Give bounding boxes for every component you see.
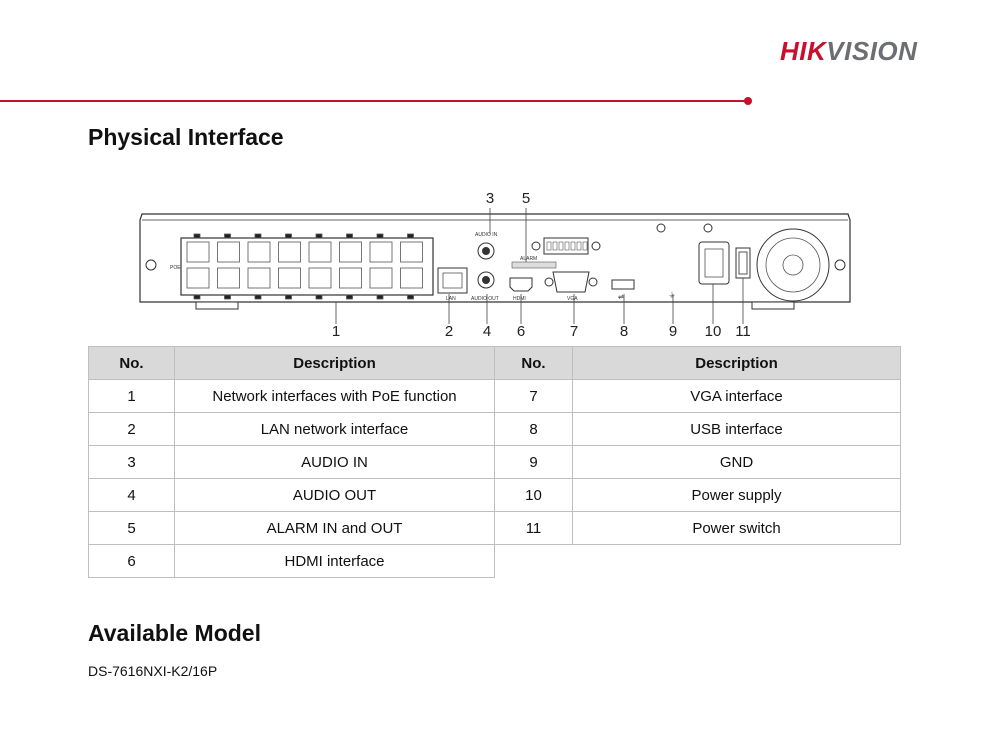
- callout-number: 1: [331, 323, 341, 340]
- table-header-cell: Description: [175, 347, 495, 380]
- poe-port-led: [286, 234, 292, 238]
- alarm-pin: [559, 242, 563, 250]
- alarm-pins: [547, 242, 587, 250]
- table-header-cell: Description: [573, 347, 901, 380]
- table-row: [89, 479, 901, 512]
- poe-port: [401, 268, 423, 288]
- alarm-pin: [577, 242, 581, 250]
- poe-port-led: [377, 234, 383, 238]
- alarm-pin: [553, 242, 557, 250]
- gnd-icon: ⏚: [668, 291, 676, 300]
- chassis-foot-right: [752, 302, 794, 309]
- table-cell: 7: [495, 380, 573, 413]
- poe-port-led: [408, 234, 414, 238]
- logo-part-hik: HIK: [780, 36, 827, 66]
- table-cell: GND: [573, 446, 901, 479]
- rear-panel-diagram: [130, 186, 860, 346]
- poe-port-led: [286, 295, 292, 299]
- table-cell: Network interfaces with PoE function: [175, 380, 495, 413]
- usb-icon: ⇌: [618, 294, 624, 301]
- poe-port: [187, 242, 209, 262]
- lan-label: LAN: [446, 296, 456, 302]
- table-cell-empty: [495, 545, 573, 578]
- table-cell: 6: [89, 545, 175, 578]
- audio-in-label: AUDIO IN: [475, 232, 498, 238]
- table-cell: 9: [495, 446, 573, 479]
- table-cell: Power switch: [573, 512, 901, 545]
- table-cell: 5: [89, 512, 175, 545]
- poe-port-led: [347, 295, 353, 299]
- vga-label: VGA: [567, 296, 578, 302]
- poe-port-led: [316, 234, 322, 238]
- table-row: [89, 545, 901, 578]
- table-cell: 2: [89, 413, 175, 446]
- table-cell: 4: [89, 479, 175, 512]
- logo-part-vision: VISION: [826, 36, 918, 66]
- poe-port-led: [194, 234, 200, 238]
- table-header-row: [89, 347, 901, 380]
- table-cell: LAN network interface: [175, 413, 495, 446]
- chassis-foot-left: [196, 302, 238, 309]
- poe-port-led: [194, 295, 200, 299]
- poe-port-led: [225, 234, 231, 238]
- callout-number: 2: [444, 323, 454, 340]
- header-divider-dot: [744, 97, 752, 105]
- table-cell-empty: [573, 545, 901, 578]
- poe-port: [218, 242, 240, 262]
- table-cell: 10: [495, 479, 573, 512]
- poe-port: [187, 268, 209, 288]
- callout-number: 11: [735, 323, 751, 340]
- poe-port-led: [377, 295, 383, 299]
- gnd-screw-top: [657, 224, 665, 232]
- poe-port: [279, 268, 301, 288]
- alarm-pin: [565, 242, 569, 250]
- table-row: [89, 380, 901, 413]
- screw-left: [146, 260, 156, 270]
- model-number: DS-7616NXI-K2/16P: [88, 663, 218, 679]
- callout-number: 3: [485, 190, 495, 207]
- section-title-physical-interface: Physical Interface: [88, 124, 284, 150]
- callout-number: 7: [569, 323, 579, 340]
- table-cell: Power supply: [573, 479, 901, 512]
- poe-port: [340, 242, 362, 262]
- section-title-available-model: Available Model: [88, 620, 261, 646]
- table-cell: USB interface: [573, 413, 901, 446]
- poe-port: [279, 242, 301, 262]
- table-cell: HDMI interface: [175, 545, 495, 578]
- alarm-pin: [583, 242, 587, 250]
- poe-port-led: [316, 295, 322, 299]
- table-cell: ALARM IN and OUT: [175, 512, 495, 545]
- callout-number: 4: [482, 323, 492, 340]
- callout-number: 8: [619, 323, 629, 340]
- poe-port: [218, 268, 240, 288]
- vga-port: [553, 272, 589, 292]
- callout-number: 5: [521, 190, 531, 207]
- hdmi-port: [510, 278, 532, 291]
- poe-port-led: [225, 295, 231, 299]
- table-header-cell: No.: [89, 347, 175, 380]
- poe-port: [370, 242, 392, 262]
- poe-port-led: [408, 295, 414, 299]
- poe-port: [370, 268, 392, 288]
- usb-port: [612, 280, 634, 289]
- hdmi-label: HDMI: [513, 296, 526, 302]
- poe-port: [309, 242, 331, 262]
- alarm-pin: [547, 242, 551, 250]
- poe-port-led: [255, 295, 261, 299]
- table-cell: AUDIO OUT: [175, 479, 495, 512]
- callout-number: 9: [668, 323, 678, 340]
- alarm-label: ALARM: [520, 256, 538, 262]
- table-row: [89, 413, 901, 446]
- poe-port: [401, 242, 423, 262]
- table-cell: 11: [495, 512, 573, 545]
- screw-right: [835, 260, 845, 270]
- poe-port: [309, 268, 331, 288]
- hikvision-logo: [780, 36, 917, 67]
- alarm-pin: [571, 242, 575, 250]
- table-cell: AUDIO IN: [175, 446, 495, 479]
- table-cell: 3: [89, 446, 175, 479]
- table-header-cell: No.: [495, 347, 573, 380]
- poe-port: [248, 268, 270, 288]
- header-divider-line: [0, 100, 746, 102]
- poe-port: [248, 242, 270, 262]
- poe-label: POE: [170, 265, 181, 271]
- poe-port-led: [347, 234, 353, 238]
- interface-table: [88, 346, 901, 578]
- table-cell: VGA interface: [573, 380, 901, 413]
- poe-port: [340, 268, 362, 288]
- table-row: [89, 446, 901, 479]
- table-row: [89, 512, 901, 545]
- table-cell: 8: [495, 413, 573, 446]
- poe-port-led: [255, 234, 261, 238]
- callout-number: 6: [516, 323, 526, 340]
- callout-number: 10: [704, 323, 722, 340]
- audio-out-label: AUDIO OUT: [471, 296, 499, 302]
- table-cell: 1: [89, 380, 175, 413]
